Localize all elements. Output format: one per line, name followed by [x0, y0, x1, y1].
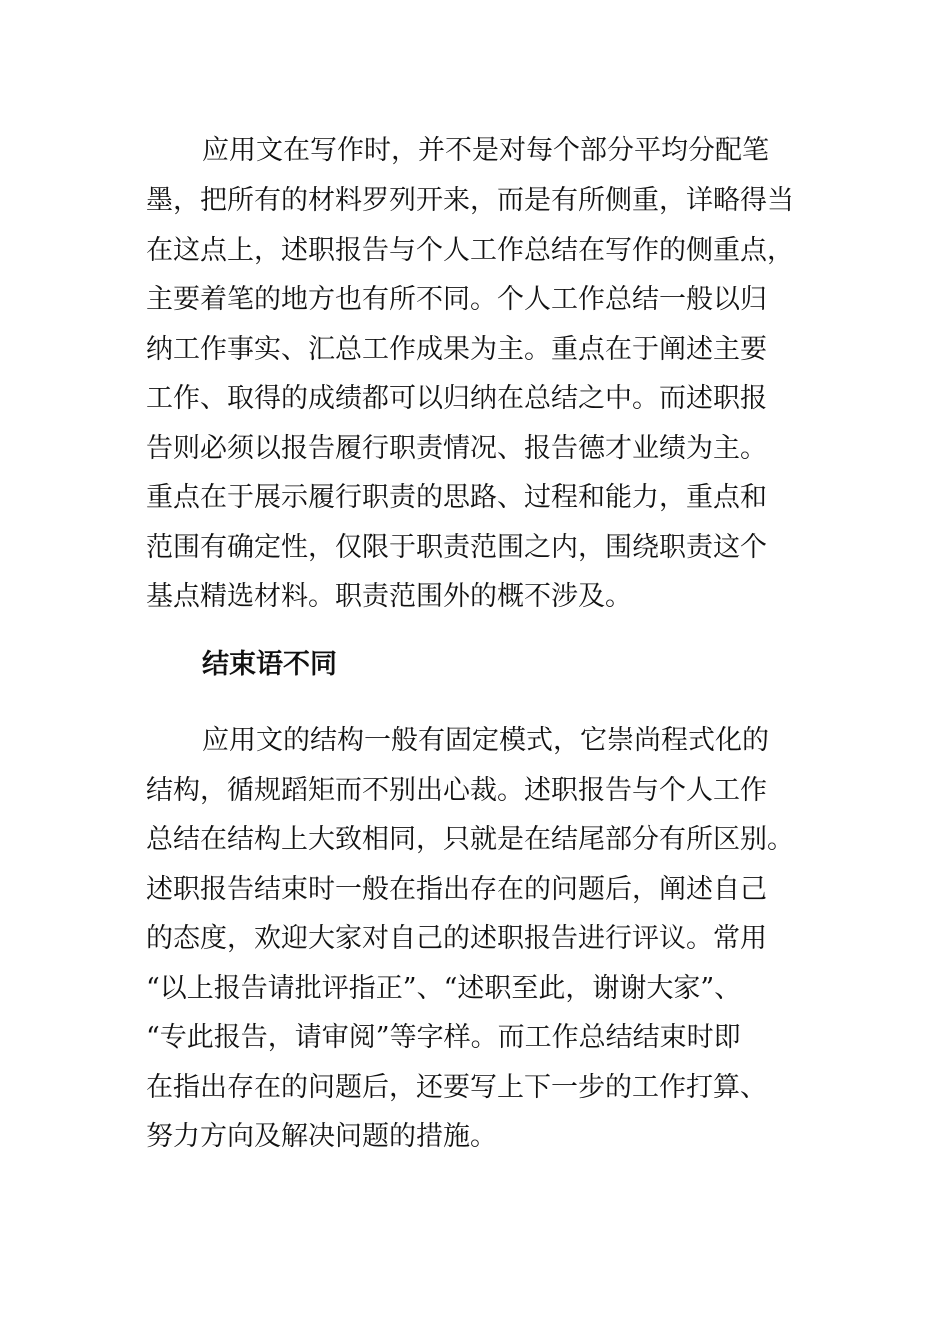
paragraph-line: “专此报告，请审阅”等字样。而工作总结结束时即 — [146, 1022, 741, 1053]
paragraph-line: 工作、取得的成绩都可以归纳在总结之中。而述职报 — [146, 383, 767, 414]
paragraph-line: 重点在于展示履行职责的思路、过程和能力，重点和 — [146, 482, 767, 513]
paragraph-line: 告则必须以报告履行职责情况、报告德才业绩为主。 — [146, 433, 767, 464]
paragraph-line: 在指出存在的问题后，还要写上下一步的工作打算、 — [146, 1072, 767, 1103]
paragraph-line: 述职报告结束时一般在指出存在的问题后，阐述自己 — [146, 874, 767, 905]
paragraph-line: 应用文在写作时，并不是对每个部分平均分配笔 — [202, 135, 769, 166]
paragraph-line: 在这点上，述职报告与个人工作总结在写作的侧重点， — [146, 235, 794, 266]
paragraph-line: 基点精选材料。职责范围外的概不涉及。 — [146, 581, 632, 612]
paragraph-line: “以上报告请批评指正”、“述职至此，谢谢大家”、 — [146, 973, 742, 1004]
paragraph-line: 纳工作事实、汇总工作成果为主。重点在于阐述主要 — [146, 334, 767, 365]
paragraph-line: 结构，循规蹈矩而不别出心裁。述职报告与个人工作 — [146, 775, 767, 806]
paragraph-line: 应用文的结构一般有固定模式，它崇尚程式化的 — [202, 725, 769, 756]
paragraph-line: 的态度，欢迎大家对自己的述职报告进行评议。常用 — [146, 923, 767, 954]
paragraph-line: 墨，把所有的材料罗列开来，而是有所侧重，详略得当 — [146, 185, 794, 216]
paragraph-line: 范围有确定性，仅限于职责范围之内，围绕职责这个 — [146, 532, 767, 563]
paragraph-line: 总结在结构上大致相同，只就是在结尾部分有所区别。 — [146, 824, 794, 855]
paragraph-line: 努力方向及解决问题的措施。 — [146, 1121, 497, 1152]
section-heading: 结束语不同 — [202, 649, 337, 680]
paragraph-line: 主要着笔的地方也有所不同。个人工作总结一般以归 — [146, 284, 767, 315]
